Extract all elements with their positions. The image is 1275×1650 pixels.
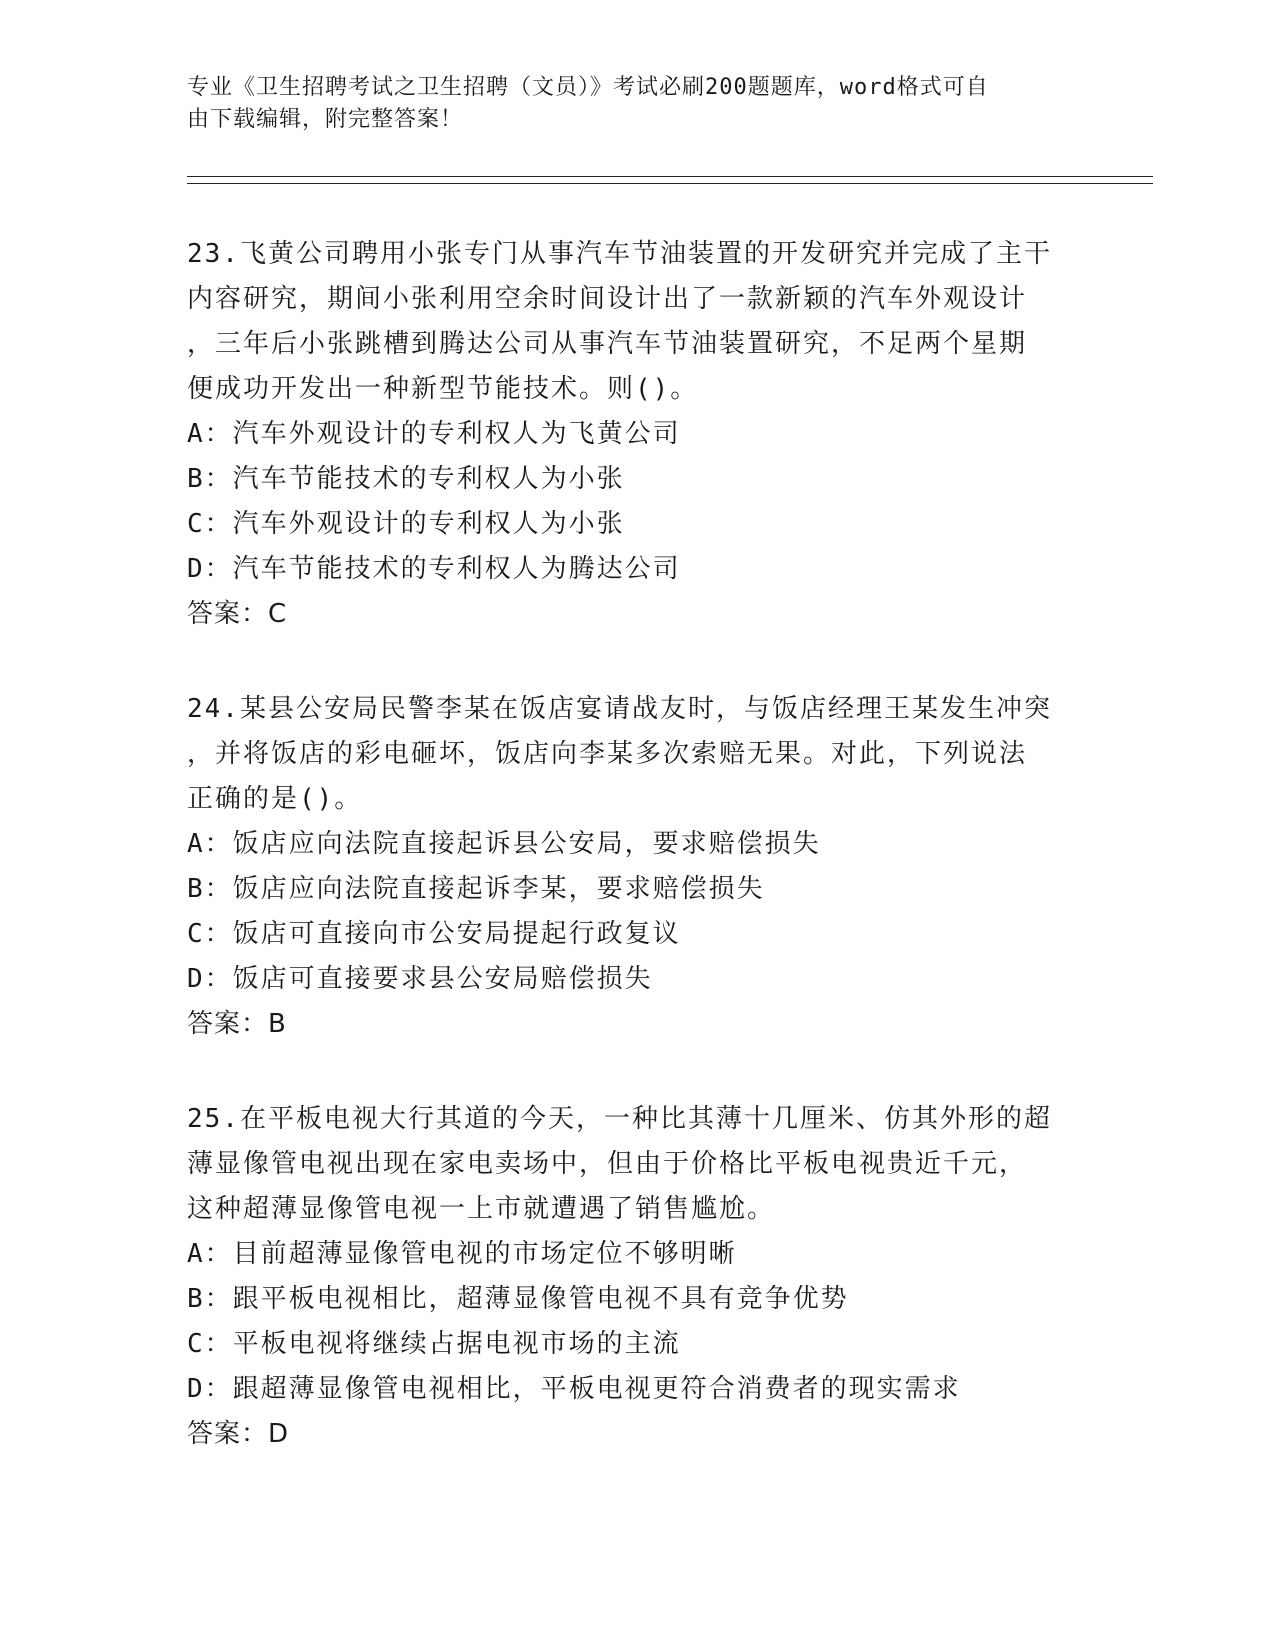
option-b: B：跟平板电视相比，超薄显像管电视不具有竞争优势: [187, 1284, 849, 1314]
question-text-line: 这种超薄显像管电视一上市就遭遇了销售尴尬。: [187, 1194, 776, 1224]
header-line: 由下载编辑，附完整答案！: [187, 107, 464, 132]
header-line: 专业《卫生招聘考试之卫生招聘（文员）》考试必刷200题题库，word格式可自: [187, 75, 989, 100]
question-text-line: 24.某县公安局民警李某在饭店宴请战友时，与饭店经理王某发生冲突: [187, 694, 1052, 724]
option-c: C：汽车外观设计的专利权人为小张: [187, 509, 625, 539]
answer: 答案：B: [187, 1009, 287, 1039]
question-25: [187, 1097, 1087, 1457]
option-a: A：目前超薄显像管电视的市场定位不够明晰: [187, 1239, 737, 1269]
option-a: A：饭店应向法院直接起诉县公安局，要求赔偿损失: [187, 829, 821, 859]
question-text-line: ，并将饭店的彩电砸坏，饭店向李某多次索赔无果。对此，下列说法: [187, 739, 1028, 769]
question-text-line: ，三年后小张跳槽到腾达公司从事汽车节油装置研究，不足两个星期: [187, 329, 1028, 359]
answer: 答案：C: [187, 599, 288, 629]
option-b: B：饭店应向法院直接起诉李某，要求赔偿损失: [187, 874, 765, 904]
option-c: C：平板电视将继续占据电视市场的主流: [187, 1329, 681, 1359]
option-b: B：汽车节能技术的专利权人为小张: [187, 464, 625, 494]
question-text-line: 25.在平板电视大行其道的今天，一种比其薄十几厘米、仿其外形的超: [187, 1104, 1052, 1134]
question-text-line: 薄显像管电视出现在家电卖场中，但由于价格比平板电视贵近千元，: [187, 1149, 1028, 1179]
question-24: [187, 687, 1087, 1047]
answer: 答案：D: [187, 1419, 290, 1449]
question-text-line: 内容研究，期间小张利用空余时间设计出了一款新颖的汽车外观设计: [187, 284, 1028, 314]
option-a: A：汽车外观设计的专利权人为飞黄公司: [187, 419, 681, 449]
document-header: [187, 72, 1087, 136]
question-text-line: 正确的是()。: [187, 784, 363, 814]
option-d: D：饭店可直接要求县公安局赔偿损失: [187, 964, 653, 994]
option-c: C：饭店可直接向市公安局提起行政复议: [187, 919, 681, 949]
option-d: D：跟超薄显像管电视相比，平板电视更符合消费者的现实需求: [187, 1374, 961, 1404]
question-text-line: 23.飞黄公司聘用小张专门从事汽车节油装置的开发研究并完成了主干: [187, 239, 1052, 269]
question-text-line: 便成功开发出一种新型节能技术。则()。: [187, 374, 699, 404]
header-divider: [187, 176, 1153, 184]
question-23: [187, 232, 1087, 637]
option-d: D：汽车节能技术的专利权人为腾达公司: [187, 554, 681, 584]
